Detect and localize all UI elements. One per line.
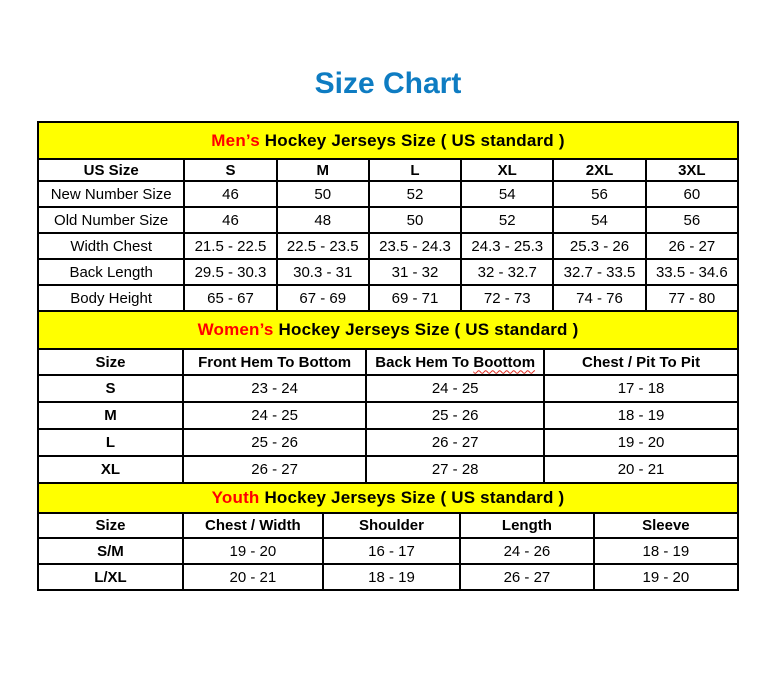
table-cell: 72 - 73	[461, 285, 553, 311]
section-header-mens	[38, 122, 738, 159]
table-cell: 25.3 - 26	[553, 233, 645, 259]
column-header: M	[277, 159, 369, 181]
womens-table-body	[38, 375, 738, 483]
section-header-row	[38, 311, 738, 349]
table-cell: 18 - 19	[323, 564, 460, 590]
section-header-row	[38, 483, 738, 513]
table-cell: 24 - 25	[366, 375, 544, 402]
table-cell: 19 - 20	[183, 538, 323, 564]
column-header: Back Hem To Boottom	[366, 349, 544, 375]
column-header: Sleeve	[594, 513, 738, 538]
column-header-row	[38, 513, 738, 538]
table-row	[38, 181, 738, 207]
table-cell: 56	[553, 181, 645, 207]
section-header-row	[38, 122, 738, 159]
table-cell: 54	[461, 181, 553, 207]
table-cell: 26 - 27	[366, 429, 544, 456]
table-row	[38, 538, 738, 564]
column-header: L	[369, 159, 461, 181]
table-row	[38, 564, 738, 590]
table-cell: 29.5 - 30.3	[184, 259, 276, 285]
column-header: Front Hem To Bottom	[183, 349, 366, 375]
column-header: Length	[460, 513, 594, 538]
table-row	[38, 456, 738, 483]
column-header: Chest / Width	[183, 513, 323, 538]
table-cell: 30.3 - 31	[277, 259, 369, 285]
table-cell: 17 - 18	[544, 375, 738, 402]
table-cell: 25 - 26	[366, 402, 544, 429]
section-header-highlight: Women’s	[197, 320, 274, 339]
table-cell: New Number Size	[38, 181, 184, 207]
table-cell: XL	[38, 456, 183, 483]
table-cell: 25 - 26	[183, 429, 366, 456]
table-cell: 26 - 27	[183, 456, 366, 483]
table-cell: Back Length	[38, 259, 184, 285]
table-cell: S/M	[38, 538, 183, 564]
section-header-rest: Hockey Jerseys Size ( US standard )	[259, 488, 565, 507]
column-header: S	[184, 159, 276, 181]
table-cell: 21.5 - 22.5	[184, 233, 276, 259]
table-cell: L/XL	[38, 564, 183, 590]
table-cell: 48	[277, 207, 369, 233]
table-cell: 67 - 69	[277, 285, 369, 311]
section-header-highlight: Youth	[211, 488, 260, 507]
table-cell: 50	[277, 181, 369, 207]
table-row	[38, 207, 738, 233]
size-chart-tables	[37, 121, 739, 591]
misspelled-word: Boottom	[473, 353, 536, 371]
table-cell: 56	[646, 207, 738, 233]
youth-table-body	[38, 538, 738, 590]
table-row	[38, 402, 738, 429]
table-cell: 32 - 32.7	[461, 259, 553, 285]
table-cell: 18 - 19	[544, 402, 738, 429]
section-header-youth	[38, 483, 738, 513]
table-cell: 19 - 20	[544, 429, 738, 456]
table-cell: 46	[184, 207, 276, 233]
table-cell: 33.5 - 34.6	[646, 259, 738, 285]
table-cell: Old Number Size	[38, 207, 184, 233]
table-cell: 50	[369, 207, 461, 233]
table-cell: 26 - 27	[460, 564, 594, 590]
column-header: Size	[38, 513, 183, 538]
youth-size-table	[37, 482, 739, 591]
table-cell: 24.3 - 25.3	[461, 233, 553, 259]
table-cell: 27 - 28	[366, 456, 544, 483]
womens-size-table	[37, 310, 739, 484]
table-row	[38, 233, 738, 259]
table-cell: 26 - 27	[646, 233, 738, 259]
column-header: Size	[38, 349, 183, 375]
table-cell: 19 - 20	[594, 564, 738, 590]
table-cell: 74 - 76	[553, 285, 645, 311]
table-cell: 77 - 80	[646, 285, 738, 311]
table-row	[38, 285, 738, 311]
column-header-row	[38, 159, 738, 181]
table-cell: 69 - 71	[369, 285, 461, 311]
mens-size-table	[37, 121, 739, 312]
table-cell: 54	[553, 207, 645, 233]
column-header: Chest / Pit To Pit	[544, 349, 738, 375]
table-cell: 52	[461, 207, 553, 233]
column-header: 2XL	[553, 159, 645, 181]
table-cell: 52	[369, 181, 461, 207]
page-title: Size Chart	[314, 67, 462, 100]
table-cell: 46	[184, 181, 276, 207]
table-row	[38, 429, 738, 456]
table-cell: 60	[646, 181, 738, 207]
section-header-rest: Hockey Jerseys Size ( US standard )	[259, 130, 565, 150]
table-cell: 16 - 17	[323, 538, 460, 564]
table-cell: 23 - 24	[183, 375, 366, 402]
table-cell: 24 - 25	[183, 402, 366, 429]
table-cell: 31 - 32	[369, 259, 461, 285]
column-header: US Size	[38, 159, 184, 181]
section-header-womens	[38, 311, 738, 349]
table-cell: M	[38, 402, 183, 429]
section-header-rest: Hockey Jerseys Size ( US standard )	[273, 320, 579, 339]
table-cell: 18 - 19	[594, 538, 738, 564]
column-header: Shoulder	[323, 513, 460, 538]
table-cell: 23.5 - 24.3	[369, 233, 461, 259]
table-cell: 24 - 26	[460, 538, 594, 564]
column-header-row	[38, 349, 738, 375]
table-row	[38, 259, 738, 285]
mens-table-body	[38, 181, 738, 311]
table-cell: 20 - 21	[544, 456, 738, 483]
table-cell: 32.7 - 33.5	[553, 259, 645, 285]
table-cell: L	[38, 429, 183, 456]
table-cell: S	[38, 375, 183, 402]
section-header-highlight: Men’s	[211, 130, 260, 150]
table-cell: 65 - 67	[184, 285, 276, 311]
column-header: XL	[461, 159, 553, 181]
table-row	[38, 375, 738, 402]
table-cell: 20 - 21	[183, 564, 323, 590]
table-cell: Body Height	[38, 285, 184, 311]
column-header: 3XL	[646, 159, 738, 181]
table-cell: Width Chest	[38, 233, 184, 259]
table-cell: 22.5 - 23.5	[277, 233, 369, 259]
